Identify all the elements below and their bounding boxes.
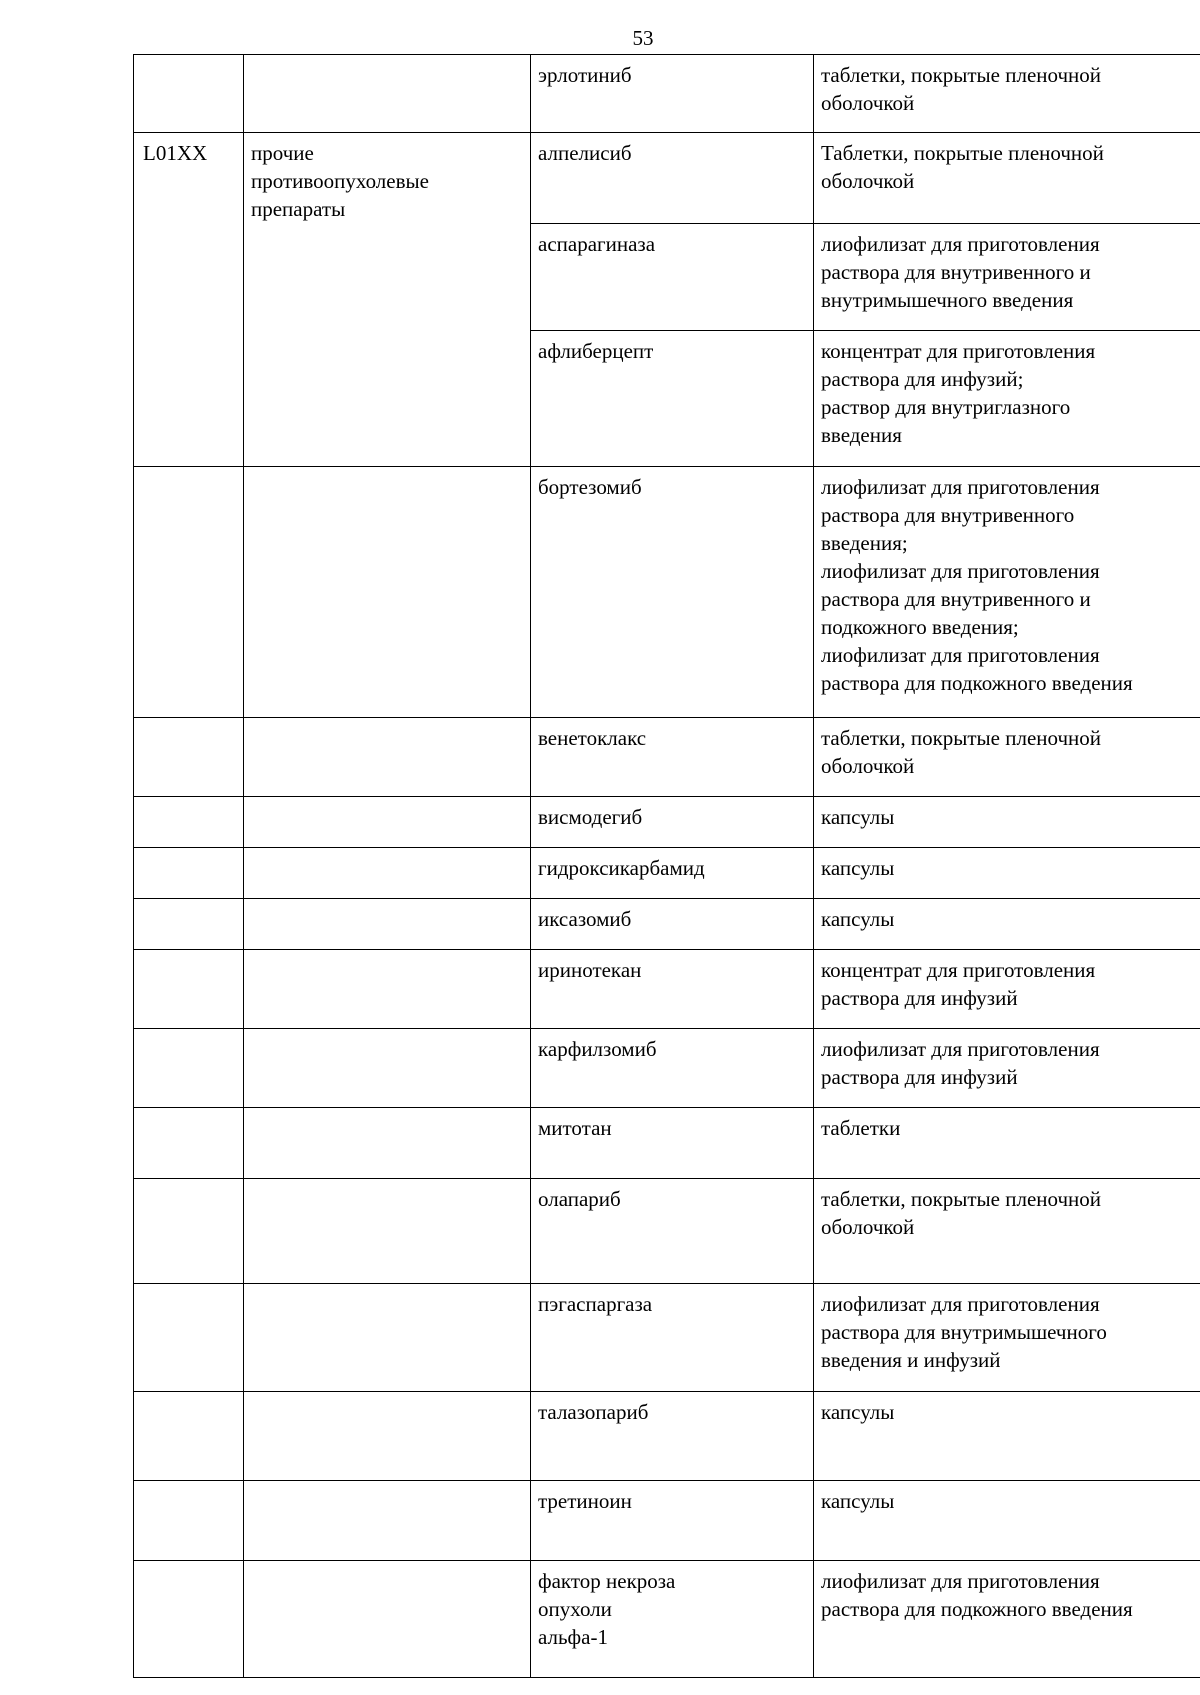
atc-code-cell: [134, 1560, 244, 1677]
pharm-group-cell: [244, 55, 531, 133]
atc-code-text: L01XX: [143, 141, 208, 165]
dosage-form-line: лиофилизат для приготовления: [821, 1036, 1100, 1061]
dosage-form-line: лиофилизат для приготовления: [821, 558, 1100, 583]
table-row: [134, 949, 1200, 1028]
pharm-group-cell: [244, 1107, 531, 1178]
table-row: [134, 330, 1200, 466]
drug-name-cell: [531, 1107, 814, 1178]
pharm-group-cell: [244, 466, 531, 717]
drug-name-cell: [531, 466, 814, 717]
atc-code-cell: [134, 1107, 244, 1178]
drug-name-line: гидроксикарбамид: [538, 855, 705, 880]
dosage-form-cell: [814, 330, 1200, 466]
dosage-form-cell: [814, 796, 1200, 847]
dosage-form-line: капсулы: [821, 1488, 895, 1513]
dosage-form-line: внутримышечного введения: [821, 287, 1074, 312]
atc-code-cell: [134, 466, 244, 717]
drug-name-line: опухоли: [538, 1596, 612, 1621]
table-row: [134, 717, 1200, 796]
dosage-form-cell: [814, 1028, 1200, 1107]
table-row: [134, 223, 1200, 330]
dosage-form-line: лиофилизат для приготовления: [821, 231, 1100, 256]
table-row: [134, 1480, 1200, 1560]
drug-name-cell: [531, 949, 814, 1028]
drug-name-line: висмодегиб: [538, 804, 643, 829]
drug-name-line: митотан: [538, 1115, 612, 1140]
table-row: [134, 847, 1200, 898]
pharm-group-cell: [244, 1283, 531, 1391]
dosage-form-line: раствора для внутривенного: [821, 502, 1075, 527]
dosage-form-cell: [814, 1107, 1200, 1178]
dosage-form-line: раствор для внутриглазного: [821, 394, 1071, 419]
dosage-form-cell: [814, 717, 1200, 796]
dosage-form-cell: [814, 1391, 1200, 1480]
dosage-form-cell: [814, 55, 1200, 133]
dosage-form-line: оболочкой: [821, 169, 915, 193]
table-row: [134, 1028, 1200, 1107]
dosage-form-line: раствора для внутривенного и: [821, 586, 1091, 611]
drug-name-cell: [531, 133, 814, 224]
dosage-form-line: лиофилизат для приготовления: [821, 1568, 1100, 1593]
pharm-group-cell: [244, 330, 531, 466]
dosage-form-line: оболочкой: [821, 1214, 915, 1239]
pharm-group-line: противоопухолевые: [251, 169, 429, 193]
dosage-form-cell: [814, 949, 1200, 1028]
drug-table: [133, 54, 1200, 1678]
dosage-form-line: лиофилизат для приготовления: [821, 642, 1100, 667]
atc-code-cell: [134, 1283, 244, 1391]
pharm-group-cell: [244, 1480, 531, 1560]
atc-code-cell: [134, 55, 244, 133]
pharm-group-cell: [244, 1560, 531, 1677]
table-row: [134, 796, 1200, 847]
pharm-group-cell: [244, 1028, 531, 1107]
pharm-group-cell: [244, 898, 531, 949]
dosage-form-cell: [814, 1560, 1200, 1677]
dosage-form-line: таблетки, покрытые пленочной: [821, 1186, 1102, 1211]
drug-name-cell: [531, 1560, 814, 1677]
drug-name-line: фактор некроза: [538, 1568, 676, 1593]
dosage-form-cell: [814, 1283, 1200, 1391]
dosage-form-line: концентрат для приготовления: [821, 957, 1096, 982]
dosage-form-cell: [814, 133, 1200, 224]
pharm-group-cell: [244, 796, 531, 847]
drug-name-line: эрлотиниб: [538, 63, 632, 87]
dosage-form-line: введения и инфузий: [821, 1347, 1001, 1372]
table-row: [134, 55, 1200, 133]
dosage-form-line: таблетки, покрытые пленочной: [821, 725, 1102, 750]
pharm-group-cell: [244, 717, 531, 796]
table-row: [134, 1391, 1200, 1480]
dosage-form-cell: [814, 1480, 1200, 1560]
pharm-group-cell: [244, 847, 531, 898]
pharm-group-cell: [244, 223, 531, 330]
dosage-form-line: оболочкой: [821, 753, 915, 778]
dosage-form-line: раствора для инфузий: [821, 1064, 1018, 1089]
drug-name-cell: [531, 1178, 814, 1283]
dosage-form-cell: [814, 223, 1200, 330]
drug-name-cell: [531, 1391, 814, 1480]
atc-code-cell: [134, 1028, 244, 1107]
atc-code-cell: [134, 330, 244, 466]
dosage-form-line: лиофилизат для приготовления: [821, 1291, 1100, 1316]
drug-name-cell: [531, 1028, 814, 1107]
atc-code-cell: [134, 949, 244, 1028]
dosage-form-line: капсулы: [821, 804, 895, 829]
drug-name-line: третиноин: [538, 1488, 632, 1513]
dosage-form-line: раствора для внутримышечного: [821, 1319, 1107, 1344]
drug-name-line: талазопариб: [538, 1399, 649, 1424]
table-row: [134, 1560, 1200, 1677]
dosage-form-line: раствора для инфузий: [821, 985, 1018, 1010]
dosage-form-line: концентрат для приготовления: [821, 338, 1096, 363]
dosage-form-line: оболочкой: [821, 91, 915, 115]
table-row: [134, 1178, 1200, 1283]
dosage-form-line: раствора для инфузий;: [821, 366, 1024, 391]
dosage-form-line: Таблетки, покрытые пленочной: [821, 141, 1104, 165]
dosage-form-cell: [814, 847, 1200, 898]
atc-code-cell: [134, 847, 244, 898]
drug-name-line: карфилзомиб: [538, 1036, 657, 1061]
drug-name-cell: [531, 223, 814, 330]
atc-code-cell: [134, 796, 244, 847]
dosage-form-line: таблетки: [821, 1115, 901, 1140]
dosage-form-line: введения: [821, 422, 902, 447]
dosage-form-cell: [814, 1178, 1200, 1283]
drug-name-line: альфа-1: [538, 1624, 608, 1649]
atc-code-cell: [134, 223, 244, 330]
drug-name-cell: [531, 796, 814, 847]
table-row: [134, 1283, 1200, 1391]
drug-name-cell: [531, 847, 814, 898]
drug-name-line: афлиберцепт: [538, 338, 654, 363]
dosage-form-line: раствора для внутривенного и: [821, 259, 1091, 284]
drug-name-cell: [531, 1283, 814, 1391]
page-number: 53: [632, 26, 654, 50]
dosage-form-line: подкожного введения;: [821, 614, 1019, 639]
dosage-form-line: раствора для подкожного введения: [821, 670, 1133, 695]
drug-table-body: [134, 55, 1200, 1678]
pharm-group-cell: [244, 949, 531, 1028]
dosage-form-cell: [814, 466, 1200, 717]
drug-name-line: пэгаспаргаза: [538, 1291, 653, 1316]
drug-name-cell: [531, 717, 814, 796]
drug-name-line: бортезомиб: [538, 474, 642, 499]
dosage-form-line: капсулы: [821, 906, 895, 931]
dosage-form-line: капсулы: [821, 1399, 895, 1424]
dosage-form-line: введения;: [821, 530, 908, 555]
pharm-group-line: прочие: [251, 141, 314, 165]
dosage-form-line: капсулы: [821, 855, 895, 880]
table-row: [134, 898, 1200, 949]
pharm-group-line: препараты: [251, 197, 346, 221]
drug-name-line: алпелисиб: [538, 141, 632, 165]
atc-code-cell: [134, 1391, 244, 1480]
atc-code-cell: [134, 133, 244, 224]
dosage-form-line: лиофилизат для приготовления: [821, 474, 1100, 499]
table-row: [134, 1107, 1200, 1178]
table-row: [134, 466, 1200, 717]
atc-code-cell: [134, 898, 244, 949]
drug-name-cell: [531, 898, 814, 949]
drug-name-cell: [531, 1480, 814, 1560]
atc-code-cell: [134, 717, 244, 796]
pharm-group-cell: [244, 133, 531, 224]
drug-name-line: аспарагиназа: [538, 231, 656, 256]
dosage-form-line: таблетки, покрытые пленочной: [821, 63, 1102, 87]
drug-name-line: иксазомиб: [538, 906, 632, 931]
table-row: [134, 133, 1200, 224]
pharm-group-cell: [244, 1391, 531, 1480]
drug-name-line: венетоклакс: [538, 725, 647, 750]
drug-name-line: олапариб: [538, 1186, 621, 1211]
dosage-form-line: раствора для подкожного введения: [821, 1596, 1133, 1621]
drug-name-cell: [531, 330, 814, 466]
atc-code-cell: [134, 1480, 244, 1560]
pharm-group-cell: [244, 1178, 531, 1283]
atc-code-cell: [134, 1178, 244, 1283]
dosage-form-cell: [814, 898, 1200, 949]
drug-name-line: иринотекан: [538, 957, 642, 982]
drug-name-cell: [531, 55, 814, 133]
